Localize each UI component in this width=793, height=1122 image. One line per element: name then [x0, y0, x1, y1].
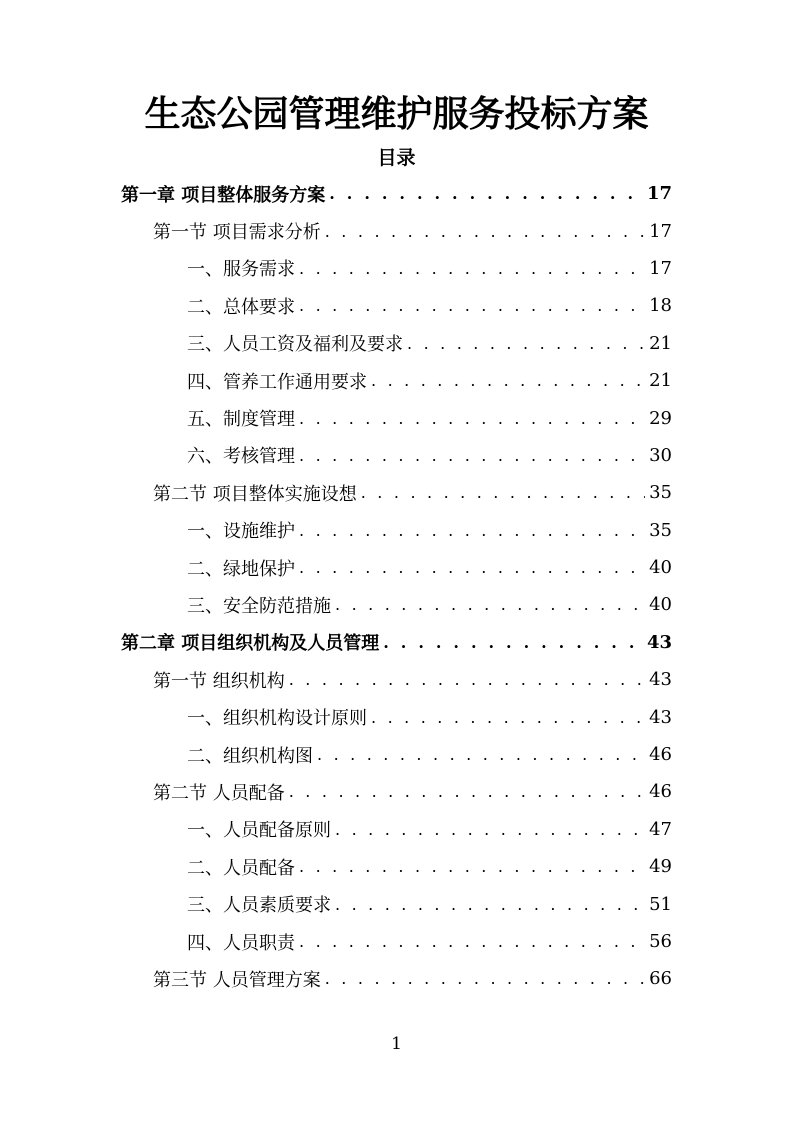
toc-entry[interactable]	[0, 549, 793, 586]
toc-entry[interactable]	[0, 287, 793, 324]
toc-entry[interactable]	[0, 474, 793, 511]
toc-entry-label: 一、人员配备原则	[187, 820, 331, 842]
toc-entry[interactable]	[0, 960, 793, 997]
toc-entry-label: 四、管养工作通用要求	[187, 371, 367, 393]
toc-entry-page: 30	[649, 444, 672, 466]
toc-dot-leader	[371, 708, 645, 727]
toc-entry-label: 一、设施维护	[187, 521, 295, 543]
toc-dot-leader	[299, 259, 645, 278]
toc-entry-label: 三、人员工资及福利及要求	[187, 334, 403, 356]
toc-entry-page: 29	[649, 407, 672, 429]
toc-entry-label: 第二节 人员配备	[153, 782, 285, 804]
toc-entry[interactable]	[0, 325, 793, 362]
toc-entry-page: 43	[646, 631, 672, 653]
toc-entry-page: 17	[649, 257, 672, 279]
toc-entry-page: 21	[649, 332, 672, 354]
toc-dot-leader	[317, 745, 645, 764]
toc-entry-label: 第一章 项目整体服务方案	[121, 184, 326, 206]
toc-entry-page: 17	[646, 183, 672, 205]
toc-dot-leader	[325, 969, 645, 988]
toc-entry-page: 35	[649, 482, 672, 504]
toc-entry-page: 35	[649, 519, 672, 541]
toc-entry-label: 二、总体要求	[187, 296, 295, 318]
toc-dot-leader	[299, 409, 645, 428]
toc-entry-label: 三、人员素质要求	[187, 895, 331, 917]
toc-dot-leader	[299, 446, 645, 465]
toc-entry-label: 四、人员职责	[187, 932, 295, 954]
toc-dot-leader	[335, 895, 645, 914]
toc-entry-label: 二、绿地保护	[187, 558, 295, 580]
toc-entry-label: 二、组织机构图	[187, 745, 313, 767]
toc-entry-label: 第二章 项目组织机构及人员管理	[121, 633, 380, 655]
toc-dot-leader	[299, 558, 645, 577]
toc-entry[interactable]	[0, 250, 793, 287]
toc-entry[interactable]	[0, 698, 793, 735]
toc-dot-leader	[299, 932, 645, 951]
toc-entry[interactable]	[0, 362, 793, 399]
toc-entry-label: 六、考核管理	[187, 446, 295, 468]
toc-entry-page: 43	[649, 669, 672, 691]
toc-entry[interactable]	[0, 175, 793, 212]
toc-dot-leader	[361, 483, 645, 502]
toc-entry[interactable]	[0, 811, 793, 848]
toc-entry[interactable]	[0, 512, 793, 549]
toc-entry[interactable]	[0, 661, 793, 698]
toc-entry-label: 三、安全防范措施	[187, 595, 331, 617]
toc-entry-page: 51	[649, 893, 672, 915]
toc-entry[interactable]	[0, 212, 793, 249]
toc-dot-leader	[383, 633, 643, 652]
toc-dot-leader	[329, 184, 643, 203]
toc-entry-label: 二、人员配备	[187, 857, 295, 879]
toc-entry-label: 一、服务需求	[187, 259, 295, 281]
toc-entry-page: 21	[649, 370, 672, 392]
toc-entry[interactable]	[0, 885, 793, 922]
toc-dot-leader	[289, 670, 645, 689]
toc-dot-leader	[299, 296, 645, 315]
toc-entry-page: 40	[649, 594, 672, 616]
toc-dot-leader	[299, 521, 645, 540]
toc-dot-leader	[299, 857, 645, 876]
toc-dot-leader	[335, 595, 645, 614]
toc-entry-page: 43	[649, 706, 672, 728]
toc-entry-label: 第一节 组织机构	[153, 670, 285, 692]
toc-entry[interactable]	[0, 773, 793, 810]
toc-entry[interactable]	[0, 586, 793, 623]
toc-entry-label: 一、组织机构设计原则	[187, 708, 367, 730]
toc-entry-page: 47	[649, 818, 672, 840]
toc-entry-label: 第一节 项目需求分析	[153, 222, 321, 244]
page-number: 1	[391, 1034, 402, 1054]
toc-entry-page: 46	[649, 744, 672, 766]
toc-entry-label: 第二节 项目整体实施设想	[153, 483, 357, 505]
toc-dot-leader	[371, 371, 645, 390]
toc-dot-leader	[335, 820, 645, 839]
toc-entry-page: 56	[649, 931, 672, 952]
toc-dot-leader	[407, 334, 645, 353]
toc-entry-page: 46	[649, 781, 672, 803]
toc-entry-label: 第三节 人员管理方案	[153, 969, 321, 991]
toc-entry[interactable]	[0, 848, 793, 885]
toc-entry-page: 18	[649, 295, 672, 317]
toc-entry-page: 49	[649, 856, 672, 878]
toc-dot-leader	[325, 222, 645, 241]
table-of-contents	[0, 175, 793, 998]
toc-entry[interactable]	[0, 437, 793, 474]
toc-entry[interactable]	[0, 923, 793, 960]
toc-entry[interactable]	[0, 399, 793, 436]
toc-entry-page: 40	[649, 557, 672, 579]
toc-entry-page: 66	[649, 968, 672, 990]
toc-entry[interactable]	[0, 624, 793, 661]
toc-heading: 目录	[377, 147, 416, 169]
toc-dot-leader	[289, 782, 645, 801]
toc-entry-page: 17	[649, 220, 672, 242]
document-title: 生态公园管理维护服务投标方案	[144, 93, 649, 135]
toc-entry[interactable]	[0, 736, 793, 773]
toc-entry-label: 五、制度管理	[187, 409, 295, 431]
